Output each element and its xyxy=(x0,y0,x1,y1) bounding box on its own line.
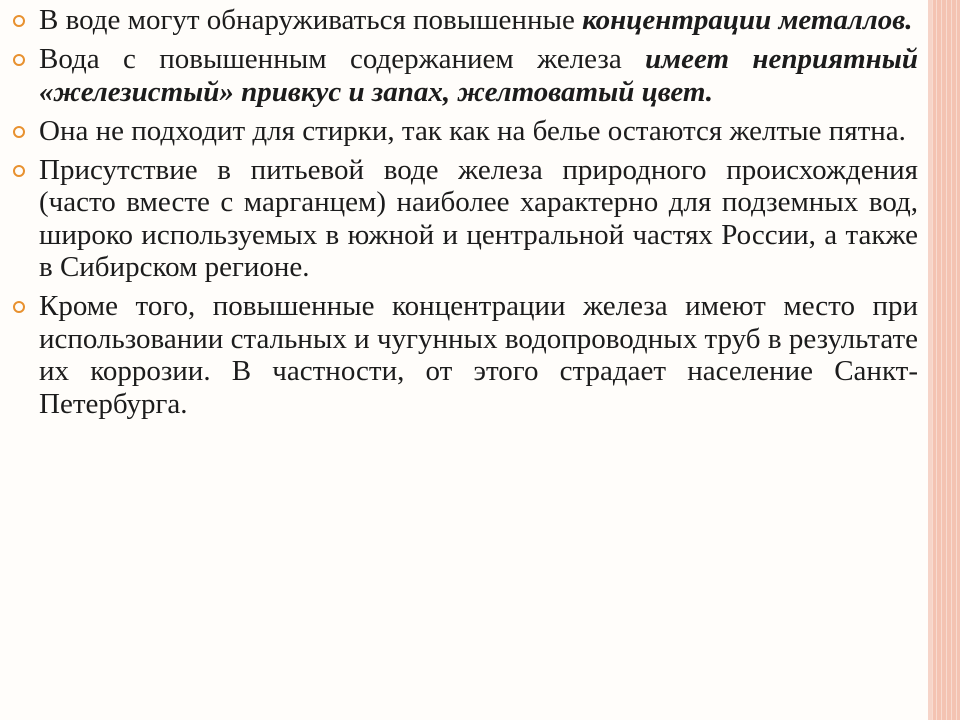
hollow-circle-bullet-icon xyxy=(13,165,25,177)
bullet-item xyxy=(12,290,918,420)
side-bar-stripe xyxy=(941,0,942,720)
bullet-text: В воде могут обнаруживаться повышенные xyxy=(39,4,583,36)
bullet-text: Кроме того, повышенные концентрации железа имеют место при использовании стальных и чугунных водопроводных труб в результате их коррозии. В частности, от этого страдает население Санкт-Петербурга. xyxy=(39,290,918,420)
side-bar-stripe xyxy=(936,0,937,720)
side-bar-stripe xyxy=(946,0,947,720)
bullet-text-emphasis: концентрации металлов. xyxy=(582,4,913,36)
hollow-circle-bullet-icon xyxy=(13,126,25,138)
hollow-circle-bullet-icon xyxy=(13,15,25,27)
bullet-text-emphasis: имеет неприятный «железистый» привкус и запах, желтоватый цвет. xyxy=(39,43,918,108)
bullet-item xyxy=(12,43,918,108)
bullet-item xyxy=(12,4,918,37)
bullet-item xyxy=(12,154,918,284)
bullet-text: Вода с повышенным содержанием железа xyxy=(39,43,646,75)
bullet-text: Присутствие в питьевой воде железа природного происхождения (часто вместе с марганцем) наиболее характерно для подземных вод, широко используемых в южной и центральной частях России, а также в Сибирском регионе. xyxy=(39,153,918,283)
side-bar-stripe xyxy=(932,0,933,720)
bullet-list xyxy=(12,4,918,420)
bullet-text: Она не подходит для стирки, так как на белье остаются желтые пятна. xyxy=(39,114,906,147)
side-bar-stripe xyxy=(956,0,957,720)
decorative-side-bar xyxy=(932,0,960,720)
side-bar-stripe xyxy=(951,0,952,720)
hollow-circle-bullet-icon xyxy=(13,54,25,66)
slide-body xyxy=(12,4,918,704)
hollow-circle-bullet-icon xyxy=(13,301,25,313)
bullet-item xyxy=(12,115,918,148)
